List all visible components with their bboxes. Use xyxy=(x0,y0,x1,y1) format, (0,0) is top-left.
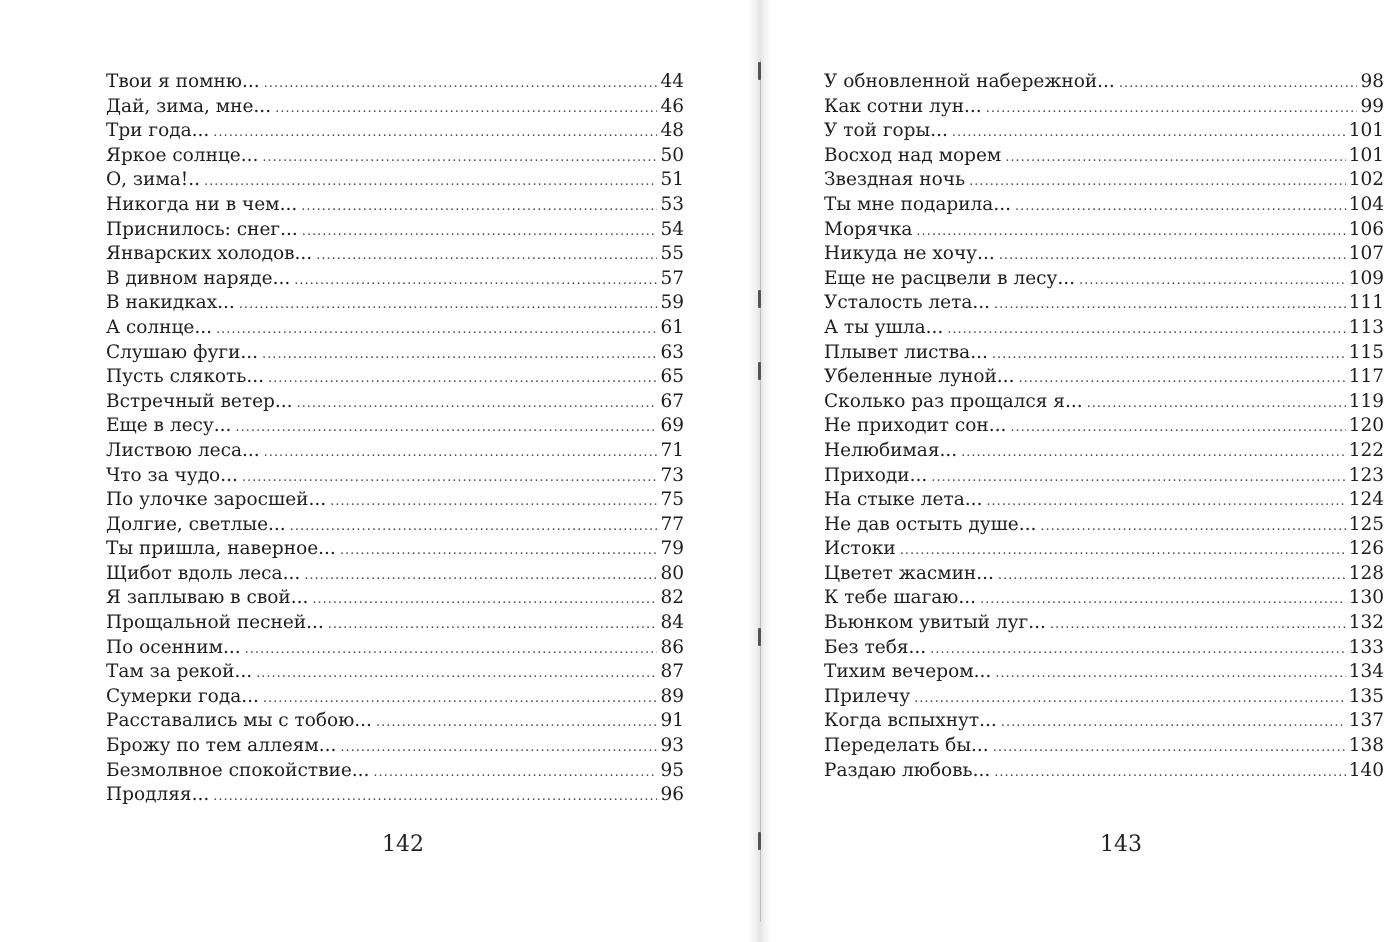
toc-entry xyxy=(106,390,684,415)
toc-entry-page: 102 xyxy=(1348,169,1384,191)
toc-entry-title: Я заплываю в свой... xyxy=(106,587,309,609)
toc-entry-title: Плывет листва... xyxy=(824,341,988,363)
toc-entry-title: Прилечу xyxy=(824,685,911,707)
dot-leader xyxy=(1079,269,1346,294)
toc-entry-page: 122 xyxy=(1348,439,1384,461)
dot-leader xyxy=(312,588,657,613)
dot-leader xyxy=(373,761,657,786)
toc-entry xyxy=(824,537,1384,562)
dot-leader xyxy=(1015,195,1346,220)
toc-entry xyxy=(824,168,1384,193)
toc-entry-title: Нелюбимая... xyxy=(824,439,958,461)
toc-entry xyxy=(106,464,684,489)
dot-leader xyxy=(952,121,1346,146)
toc-entry xyxy=(106,562,684,587)
dot-leader xyxy=(1005,146,1345,171)
toc-entry xyxy=(824,291,1384,316)
toc-entry-title: Истоки xyxy=(824,538,896,560)
toc-entry xyxy=(824,119,1384,144)
toc-entry-page: 128 xyxy=(1348,562,1384,584)
toc-entry-title: Как сотни лун... xyxy=(824,95,982,117)
dot-leader xyxy=(213,785,657,810)
toc-entry-page: 69 xyxy=(660,415,684,437)
toc-entry-page: 98 xyxy=(1360,71,1384,92)
toc-entry xyxy=(106,242,684,267)
toc-entry-page: 125 xyxy=(1348,513,1384,535)
dot-leader xyxy=(1010,416,1345,441)
dot-leader xyxy=(256,662,657,687)
dot-leader xyxy=(995,662,1345,687)
toc-entry-title: В накидках... xyxy=(106,292,235,314)
dot-leader xyxy=(316,244,657,269)
toc-entry xyxy=(106,734,684,759)
toc-entry-page: 126 xyxy=(1348,538,1384,560)
toc-entry-title: Усталость лета... xyxy=(824,292,991,314)
toc-entry xyxy=(824,660,1384,685)
toc-entry-page: 57 xyxy=(660,267,684,289)
toc-entry-title: Раздаю любовь... xyxy=(824,759,991,781)
toc-entry xyxy=(106,193,684,218)
toc-entry-page: 117 xyxy=(1348,366,1384,388)
right-page xyxy=(770,0,1400,942)
toc-entry-page: 96 xyxy=(660,784,684,806)
toc-entry-title: Брожу по тем аллеям... xyxy=(106,735,337,757)
toc-entry xyxy=(824,193,1384,218)
toc-entry-page: 54 xyxy=(660,218,684,240)
toc-entry xyxy=(106,488,684,513)
toc-entry xyxy=(106,95,684,120)
toc-entry-page: 53 xyxy=(660,193,684,215)
toc-entry-page: 133 xyxy=(1348,636,1384,658)
toc-entry-title: Январских холодов... xyxy=(106,243,313,265)
toc-entry-title: Никогда ни в чем... xyxy=(106,193,298,215)
dot-leader xyxy=(264,441,658,466)
toc-entry xyxy=(824,390,1384,415)
toc-entry xyxy=(106,218,684,243)
toc-entry-title: По улочке заросшей... xyxy=(106,489,327,511)
toc-entry xyxy=(824,759,1384,784)
toc-entry-title: У той горы... xyxy=(824,120,948,142)
toc-entry xyxy=(106,291,684,316)
toc-entry-page: 101 xyxy=(1348,144,1384,166)
toc-entry-title: Тихим вечером... xyxy=(824,661,992,683)
dot-leader xyxy=(297,392,658,417)
toc-entry-page: 71 xyxy=(660,439,684,461)
dot-leader xyxy=(1087,392,1346,417)
dot-leader xyxy=(262,146,657,171)
dot-leader xyxy=(930,638,1346,663)
toc-entry xyxy=(824,218,1384,243)
toc-entry xyxy=(106,439,684,464)
toc-entry-page: 44 xyxy=(660,71,684,92)
book-gutter xyxy=(748,0,772,942)
dot-leader xyxy=(340,736,657,761)
toc-entry-title: На стыке лета... xyxy=(824,489,983,511)
toc-entry-title: Дай, зима, мне... xyxy=(106,95,272,117)
toc-entry-title: Не приходит сон... xyxy=(824,415,1007,437)
toc-entry xyxy=(824,586,1384,611)
toc-entry xyxy=(824,513,1384,538)
binding-mark xyxy=(758,832,761,850)
dot-leader xyxy=(304,564,657,589)
dot-leader xyxy=(998,564,1346,589)
toc-entry xyxy=(106,70,684,95)
dot-leader xyxy=(264,72,658,97)
toc-entry-title: Листвою леса... xyxy=(106,439,260,461)
toc-entry-title: Звездная ночь xyxy=(824,169,966,191)
toc-entry xyxy=(106,267,684,292)
toc-entry-title: Расставались мы с тобою... xyxy=(106,710,372,732)
dot-leader xyxy=(1001,711,1346,736)
toc-entry-page: 82 xyxy=(660,587,684,609)
dot-leader xyxy=(290,515,658,540)
toc-entry xyxy=(824,611,1384,636)
toc-entry xyxy=(106,168,684,193)
toc-entry-page: 132 xyxy=(1348,612,1384,634)
toc-entry-title: Безмолвное спокойствие... xyxy=(106,759,370,781)
toc-entry xyxy=(824,414,1384,439)
toc-entry-page: 134 xyxy=(1348,661,1384,683)
toc-entry-title: Яркое солнце... xyxy=(106,144,259,166)
binding-mark xyxy=(758,628,761,646)
toc-entry-title: Никуда не хочу... xyxy=(824,243,995,265)
toc-entry-title: Пусть слякоть... xyxy=(106,366,264,388)
toc-entry-title: У обновленной набережной... xyxy=(824,71,1115,92)
toc-entry-title: А ты ушла... xyxy=(824,316,944,338)
toc-entry-page: 106 xyxy=(1348,218,1384,240)
toc-entry-title: Продляя... xyxy=(106,784,210,806)
dot-leader xyxy=(301,195,657,220)
toc-entry-page: 89 xyxy=(660,685,684,707)
toc-entry-page: 61 xyxy=(660,316,684,338)
dot-leader xyxy=(263,687,658,712)
dot-leader xyxy=(961,441,1346,466)
toc-entry-title: Восход над морем xyxy=(824,144,1002,166)
dot-leader xyxy=(216,318,657,343)
toc-entry-page: 79 xyxy=(660,538,684,560)
toc-entry-title: Морячка xyxy=(824,218,913,240)
toc-entry xyxy=(824,242,1384,267)
toc-entry-page: 109 xyxy=(1348,267,1384,289)
toc-entry-title: Переделать бы... xyxy=(824,735,989,757)
toc-entry-page: 59 xyxy=(660,292,684,314)
toc-entry-page: 95 xyxy=(660,759,684,781)
toc-entry-page: 46 xyxy=(660,95,684,117)
toc-entry-title: Еще в лесу... xyxy=(106,415,232,437)
toc-entry-page: 115 xyxy=(1348,341,1384,363)
table-of-contents-right xyxy=(824,70,1384,783)
toc-entry xyxy=(106,709,684,734)
toc-entry-page: 55 xyxy=(660,243,684,265)
toc-entry xyxy=(824,709,1384,734)
dot-leader xyxy=(1040,515,1345,540)
dot-leader xyxy=(931,466,1345,491)
toc-entry-page: 101 xyxy=(1348,120,1384,142)
dot-leader xyxy=(999,244,1346,269)
toc-entry-page: 86 xyxy=(660,636,684,658)
toc-entry xyxy=(106,513,684,538)
toc-entry-title: Долгие, светлые... xyxy=(106,513,286,535)
toc-entry xyxy=(824,316,1384,341)
toc-entry-title: В дивном наряде... xyxy=(106,267,291,289)
toc-entry-title: О, зима!.. xyxy=(106,169,200,191)
binding-mark xyxy=(758,290,761,308)
toc-entry-page: 84 xyxy=(660,612,684,634)
toc-entry-page: 73 xyxy=(660,464,684,486)
toc-entry-page: 140 xyxy=(1348,759,1384,781)
toc-entry xyxy=(106,316,684,341)
dot-leader xyxy=(340,539,658,564)
dot-leader xyxy=(900,539,1346,564)
toc-entry-title: Без тебя... xyxy=(824,636,927,658)
toc-entry xyxy=(824,341,1384,366)
toc-entry xyxy=(106,783,684,808)
toc-entry-title: Убеленные луной... xyxy=(824,366,1015,388)
toc-entry xyxy=(106,414,684,439)
toc-entry xyxy=(824,144,1384,169)
dot-leader xyxy=(204,170,657,195)
toc-entry-title: Прощальной песней... xyxy=(106,612,324,634)
dot-leader xyxy=(969,170,1346,195)
toc-entry-title: Встречный ветер... xyxy=(106,390,293,412)
dot-leader xyxy=(994,293,1346,318)
toc-entry-page: 120 xyxy=(1348,415,1384,437)
toc-entry-title: Сумерки года... xyxy=(106,685,259,707)
toc-entry-page: 51 xyxy=(660,169,684,191)
toc-entry-page: 63 xyxy=(660,341,684,363)
dot-leader xyxy=(1018,367,1345,392)
dot-leader xyxy=(1119,72,1358,97)
dot-leader xyxy=(916,220,1345,245)
dot-leader xyxy=(947,318,1345,343)
toc-entry-title: Приходи... xyxy=(824,464,928,486)
page-number-right: 143 xyxy=(1100,832,1142,857)
dot-leader xyxy=(986,97,1358,122)
toc-entry-title: Слушаю фуги... xyxy=(106,341,259,363)
toc-entry-page: 123 xyxy=(1348,464,1384,486)
toc-entry-title: Вьюнком увитый луг... xyxy=(824,612,1046,634)
toc-entry xyxy=(824,636,1384,661)
dot-leader xyxy=(1050,613,1346,638)
toc-entry xyxy=(106,759,684,784)
toc-entry-title: Цветет жасмин... xyxy=(824,562,994,584)
toc-entry-page: 137 xyxy=(1348,710,1384,732)
dot-leader xyxy=(986,490,1345,515)
toc-entry-title: Когда вспыхнут... xyxy=(824,710,997,732)
dot-leader xyxy=(242,466,658,491)
toc-entry xyxy=(824,267,1384,292)
dot-leader xyxy=(980,588,1346,613)
toc-entry-page: 119 xyxy=(1348,390,1384,412)
toc-entry-page: 138 xyxy=(1348,735,1384,757)
toc-entry-title: Ты пришла, наверное... xyxy=(106,538,336,560)
toc-entry-title: Там за рекой... xyxy=(106,661,253,683)
toc-entry xyxy=(106,611,684,636)
toc-entry-page: 87 xyxy=(660,661,684,683)
toc-entry-page: 113 xyxy=(1348,316,1384,338)
toc-entry xyxy=(824,488,1384,513)
toc-entry xyxy=(106,365,684,390)
toc-entry-title: Щибот вдоль леса... xyxy=(106,562,301,584)
toc-entry xyxy=(106,119,684,144)
dot-leader xyxy=(235,416,657,441)
toc-entry-page: 48 xyxy=(660,120,684,142)
dot-leader xyxy=(914,687,1346,712)
toc-entry-page: 67 xyxy=(660,390,684,412)
dot-leader xyxy=(330,490,657,515)
table-of-contents-left xyxy=(106,70,684,808)
toc-entry-title: Приснилось: снег... xyxy=(106,218,298,240)
dot-leader xyxy=(302,220,658,245)
page-number-left: 142 xyxy=(382,832,424,857)
toc-entry-title: А солнце... xyxy=(106,316,212,338)
toc-entry xyxy=(824,439,1384,464)
toc-entry xyxy=(106,636,684,661)
toc-entry xyxy=(824,562,1384,587)
dot-leader xyxy=(245,638,658,663)
dot-leader xyxy=(275,97,657,122)
dot-leader xyxy=(213,121,657,146)
toc-entry xyxy=(824,95,1384,120)
dot-leader xyxy=(294,269,657,294)
toc-entry-page: 130 xyxy=(1348,587,1384,609)
dot-leader xyxy=(328,613,658,638)
toc-entry-page: 99 xyxy=(1360,95,1384,117)
toc-entry-title: Еще не расцвели в лесу... xyxy=(824,267,1076,289)
toc-entry-page: 75 xyxy=(660,489,684,511)
toc-entry-page: 104 xyxy=(1348,193,1384,215)
dot-leader xyxy=(994,761,1345,786)
toc-entry-page: 124 xyxy=(1348,489,1384,511)
toc-entry-title: Сколько раз прощался я... xyxy=(824,390,1083,412)
toc-entry xyxy=(824,365,1384,390)
toc-entry-title: Что за чудо... xyxy=(106,464,238,486)
toc-entry-title: По осенним... xyxy=(106,636,241,658)
binding-mark xyxy=(758,362,761,380)
dot-leader xyxy=(992,343,1346,368)
toc-entry-title: Три года... xyxy=(106,120,210,142)
binding-mark xyxy=(758,62,761,80)
toc-entry-page: 111 xyxy=(1348,292,1384,314)
toc-entry-page: 107 xyxy=(1348,243,1384,265)
dot-leader xyxy=(262,343,657,368)
toc-entry-page: 93 xyxy=(660,735,684,757)
toc-entry xyxy=(106,537,684,562)
dot-leader xyxy=(993,736,1346,761)
toc-entry xyxy=(106,586,684,611)
toc-entry-title: Ты мне подарила... xyxy=(824,193,1011,215)
toc-entry-page: 91 xyxy=(660,710,684,732)
dot-leader xyxy=(268,367,657,392)
toc-entry-title: Не дав остыть душе... xyxy=(824,513,1037,535)
dot-leader xyxy=(376,711,658,736)
toc-entry xyxy=(824,464,1384,489)
toc-entry-page: 65 xyxy=(660,366,684,388)
toc-entry-title: Твои я помню... xyxy=(106,71,260,92)
page-edge-line xyxy=(760,60,761,922)
dot-leader xyxy=(239,293,658,318)
toc-entry-page: 77 xyxy=(660,513,684,535)
toc-entry xyxy=(824,734,1384,759)
toc-entry xyxy=(824,70,1384,95)
toc-entry xyxy=(106,144,684,169)
toc-entry-page: 135 xyxy=(1348,685,1384,707)
toc-entry xyxy=(106,660,684,685)
toc-entry-title: К тебе шагаю... xyxy=(824,587,977,609)
toc-entry xyxy=(106,685,684,710)
toc-entry-page: 50 xyxy=(660,144,684,166)
toc-entry xyxy=(106,341,684,366)
toc-entry-page: 80 xyxy=(660,562,684,584)
toc-entry xyxy=(824,685,1384,710)
